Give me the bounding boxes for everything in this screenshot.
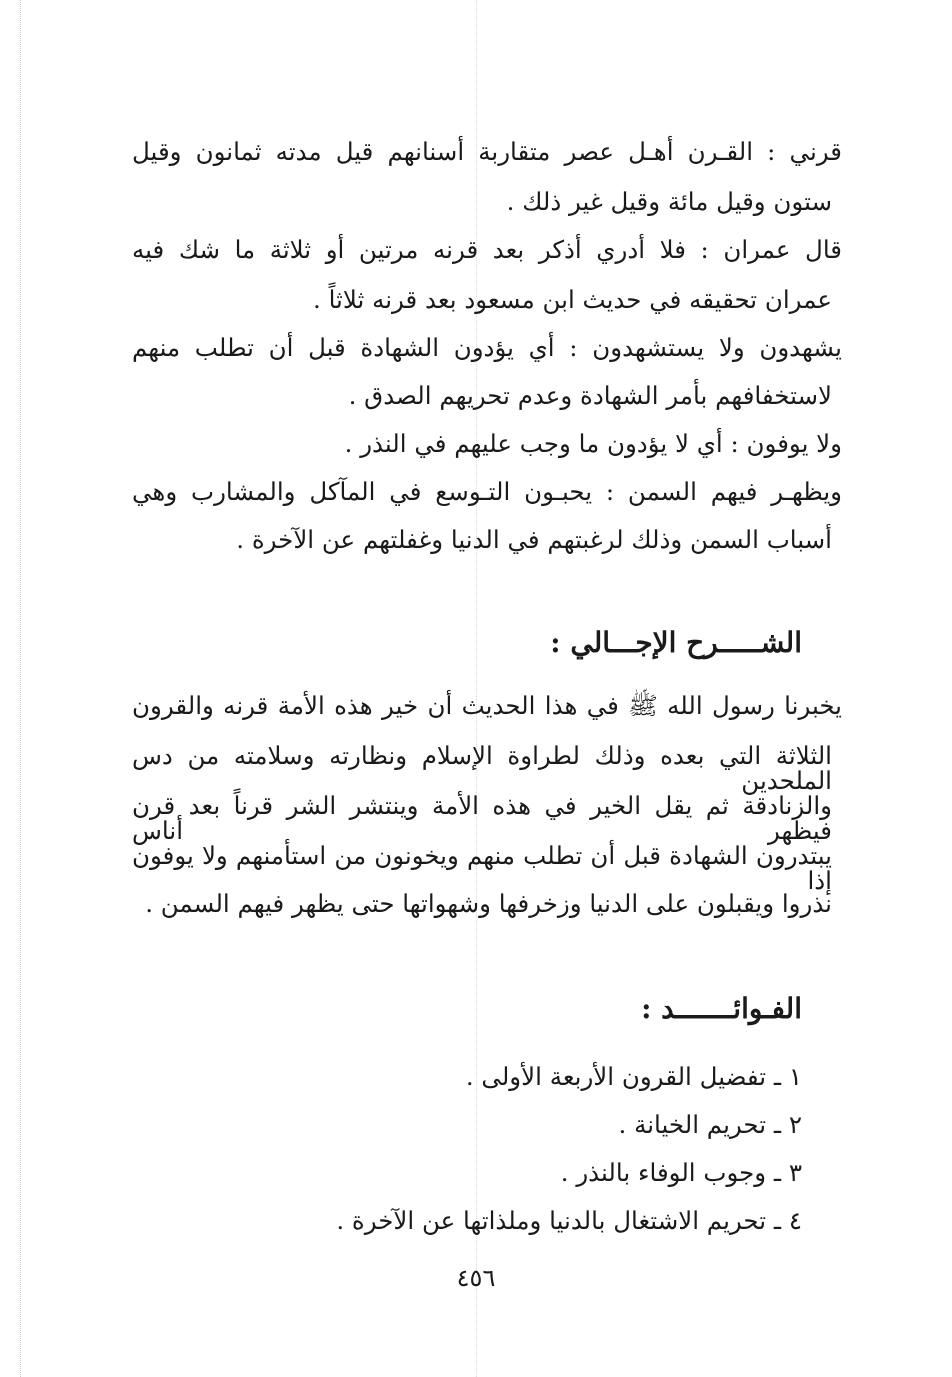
sharh-line-1: يخبرنا رسول الله ﷺ في هذا الحديث أن خير هذه الأمة قرنه والقرون [132, 691, 842, 720]
sharh-line-5: نذروا ويقبلون على الدنيا وزخرفها وشهواتها حتى يظهر فيهم السمن . [145, 889, 832, 918]
fawaid-item: ٣ ـ وجوب الوفاء بالنذر . [560, 1158, 802, 1187]
margin-guide-line [20, 0, 21, 1377]
imran-line-2: عمران تحقيقه في حديث ابن مسعود بعد قرنه ثلاثاً . [313, 285, 832, 314]
definitions-block [132, 137, 842, 560]
yufun-line-1: ولا يوفون : أي لا يؤدون ما وجب عليهم في النذر . [344, 429, 842, 458]
sharh-line-3: والزنادقة ثم يقل الخير في هذه الأمة وينتشر الشر قرناً بعد قرن فيظهر أناس [132, 791, 832, 845]
qarni-line-2: ستون وقيل مائة وقيل غير ذلك . [506, 187, 832, 216]
imran-line-1: قال عمران : فلا أدري أذكر بعد قرنه مرتين أو ثلاثة ما شك فيه [132, 235, 842, 264]
fawaid-item: ١ ـ تفضيل القرون الأربعة الأولى . [465, 1062, 802, 1091]
samn-line-2: أسباب السمن وذلك لرغبتهم في الدنيا وغفلتهم عن الآخرة . [236, 525, 832, 554]
sharh-line-4: يبتدرون الشهادة قبل أن تطلب منهم ويخونون من استأمنهم ولا يوفون إذا [132, 841, 832, 895]
qarni-line-1: قرني : القـرن أهـل عصر متقاربة أسنانهم قيل مدته ثمانون وقيل [132, 137, 842, 166]
yashhadun-line-2: لاستخفافهم بأمر الشهادة وعدم تحريهم الصدق . [348, 381, 832, 410]
fawaid-item: ٤ ـ تحريم الاشتغال بالدنيا وملذاتها عن الآخرة . [336, 1206, 802, 1235]
sharh-heading: الشـــــرح الإجـــالي : [550, 626, 802, 659]
samn-line-1: ويظهـر فيهم السمن : يحبـون التـوسع في المآكل والمشارب وهي [132, 477, 842, 506]
sharh-line-2: الثلاثة التي بعده وذلك لطراوة الإسلام ونظارته وسلامته من دس الملحدين [132, 741, 832, 795]
yashhadun-line-1: يشهدون ولا يستشهدون : أي يؤدون الشهادة قبل أن تطلب منهم [132, 333, 842, 362]
sharh-body [132, 691, 842, 934]
fawaid-item: ٢ ـ تحريم الخيانة . [618, 1110, 802, 1139]
page-number: ٤٥٦ [456, 1264, 496, 1292]
fawaid-heading: الفـوائـــــــد : [641, 992, 802, 1025]
